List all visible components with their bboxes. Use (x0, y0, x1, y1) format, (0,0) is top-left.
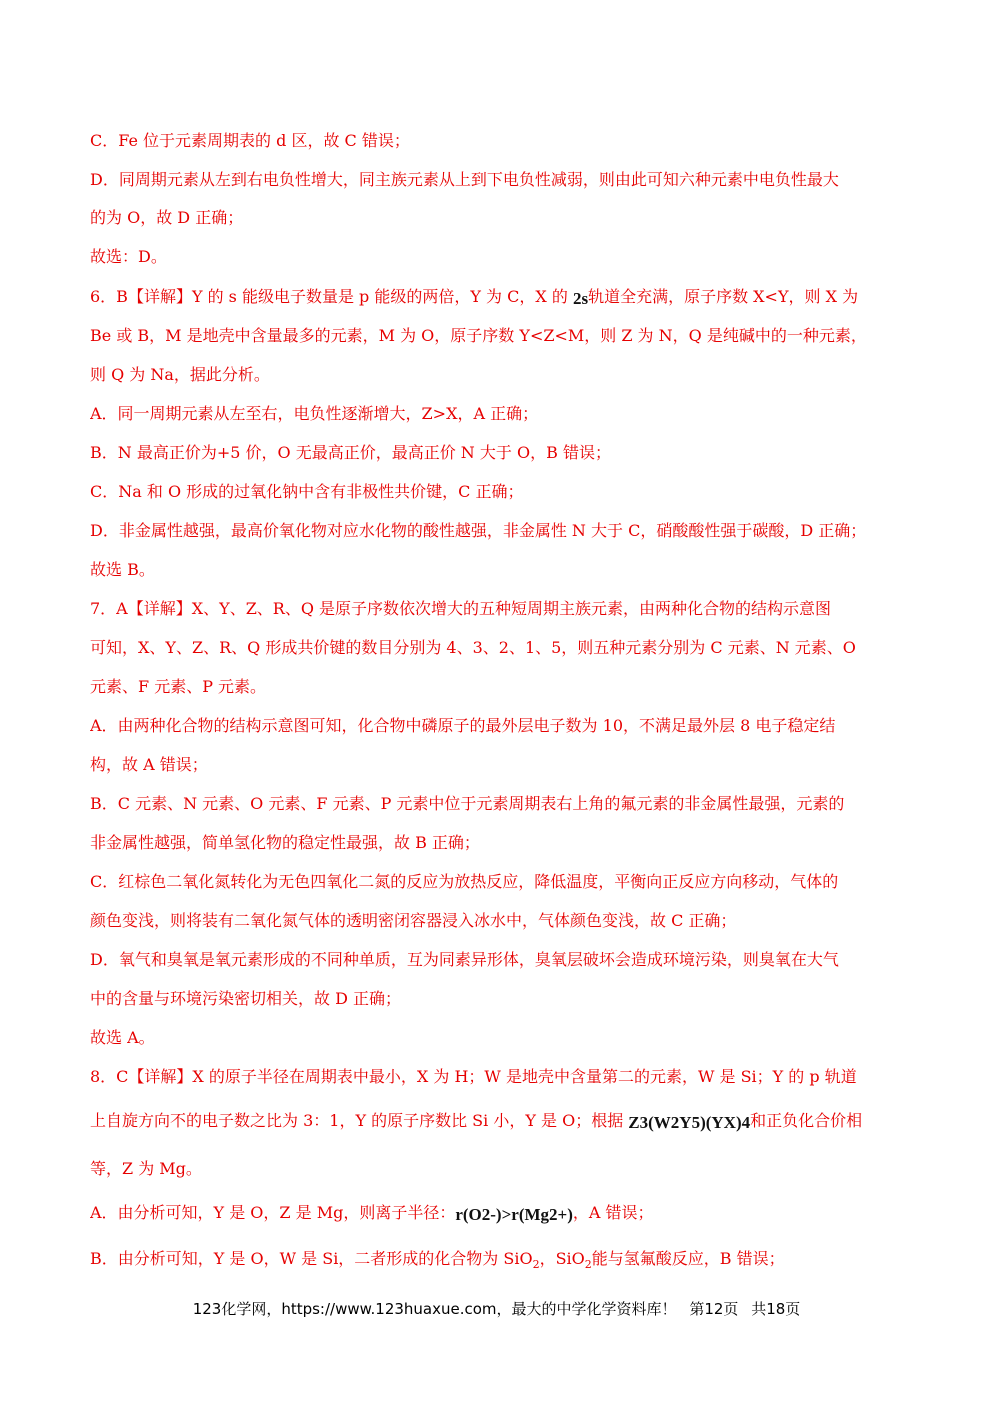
formula-2s: 2s (572, 289, 589, 308)
text-line: A．同一周期元素从左至右，电负性逐渐增大，Z>X，A 正确； (90, 404, 539, 423)
text-line: 故选 A。 (90, 1028, 155, 1047)
text-line: 可知，X、Y、Z、R、Q 形成共价键的数目分别为 4、3、2、1、5，则五种元素分别为 C 元素、N 元素、O (90, 638, 856, 657)
text-segment: 6．B【详解】Y 的 s 能级电子数量是 p 能级的两倍，Y 为 C，X 的 (90, 287, 573, 306)
text-line: B．由分析可知，Y 是 O，W 是 Si，二者形成的化合物为 SiO$_2$，SiO$_2$能与氢氟酸反应，B 错误； (90, 1249, 785, 1272)
text-line: 则 Q 为 Na，据此分析。 (90, 365, 270, 384)
text-line: 8．C【详解】X 的原子半径在周期表中最小，X 为 H；W 是地壳中含量第二的元素，W 是 Si；Y 的 p 轨道 (90, 1067, 857, 1086)
text-line: C．Fe 位于元素周期表的 d 区，故 C 错误； (90, 131, 410, 150)
text-line: C．红棕色二氧化氮转化为无色四氧化二氮的反应为放热反应，降低温度，平衡向正反应方向移动，气体的 (90, 872, 839, 891)
text-line: B．C 元素、N 元素、O 元素、F 元素、P 元素中位于元素周期表右上角的氟元素的非金属性最强，元素的 (90, 794, 845, 813)
text-segment: A．由分析可知，Y 是 O，Z 是 Mg，则离子半径： (90, 1203, 456, 1222)
text-line: 故选 B。 (90, 560, 155, 579)
formula-z3-w2y5-yx4: Z3(W2Y5)(YX)4 (628, 1113, 751, 1132)
text-line: B．N 最高正价为+5 价，O 无最高正价，最高正价 N 大于 O，B 错误； (90, 443, 611, 462)
text-line: 颜色变浅，则将装有二氧化氮气体的透明密闭容器浸入冰水中，气体颜色变浅，故 C 正确； (90, 911, 737, 930)
text-line: D．非金属性越强，最高价氧化物对应水化物的酸性越强，非金属性 N 大于 C，硝酸酸性强于碳酸，D 正确； (90, 521, 867, 540)
text-segment: 能与氢氟酸反应，B 错误； (591, 1249, 785, 1268)
formula-ionic-radius: r(O2-)>r(Mg2+) (455, 1205, 573, 1224)
text-line: 7．A【详解】X、Y、Z、R、Q 是原子序数依次增大的五种短周期主族元素，由两种化合物的结构示意图 (90, 599, 832, 618)
text-segment: ，SiO (539, 1249, 585, 1268)
text-segment: 轨道全充满，原子序数 X<Y，则 X 为 (588, 287, 859, 306)
text-segment: B．由分析可知，Y 是 O，W 是 Si，二者形成的化合物为 SiO (90, 1249, 533, 1268)
text-line: C．Na 和 O 形成的过氧化钠中含有非极性共价键，C 正确； (90, 482, 524, 501)
text-line: 元素、F 元素、P 元素。 (90, 677, 267, 696)
text-segment: 上自旋方向不的电子数之比为 3：1，Y 的原子序数比 Si 小，Y 是 O；根据 (90, 1111, 629, 1130)
text-line: Be 或 B，M 是地壳中含量最多的元素，M 为 O，原子序数 Y<Z<M，则 Z 为 N，Q 是纯碱中的一种元素， (90, 326, 867, 345)
text-line: D．同周期元素从左到右电负性增大，同主族元素从上到下电负性减弱，则由此可知六种元素中电负性最大 (90, 170, 839, 189)
text-line: 非金属性越强，简单氢化物的稳定性最强，故 B 正确； (90, 833, 480, 852)
text-line (90, 1203, 905, 1225)
text-line: A．由两种化合物的结构示意图可知，化合物中磷原子的最外层电子数为 10，不满足最外层 8 电子稳定结 (90, 716, 836, 735)
text-line (90, 1111, 905, 1133)
text-line: 故选：D。 (90, 247, 167, 266)
text-line: 等，Z 为 Mg。 (90, 1159, 202, 1178)
footer-page-number: 第12页 (689, 1300, 739, 1318)
text-line: D．氧气和臭氧是氧元素形成的不同种单质，互为同素异形体，臭氧层破坏会造成环境污染，则臭氧在大气 (90, 950, 839, 969)
text-segment: 和正负化合价相 (750, 1111, 863, 1130)
text-line (90, 287, 905, 309)
footer-total-pages: 共18页 (751, 1300, 801, 1318)
text-segment: ，A 错误； (572, 1203, 654, 1222)
text-line: 的为 O，故 D 正确； (90, 208, 244, 227)
page-footer (0, 1298, 993, 1319)
text-line: 构，故 A 错误； (90, 755, 208, 774)
text-line: 中的含量与环境污染密切相关，故 D 正确； (90, 989, 402, 1008)
footer-site: 123化学网，https://www.123huaxue.com，最大的中学化学资料库！ (192, 1300, 677, 1318)
